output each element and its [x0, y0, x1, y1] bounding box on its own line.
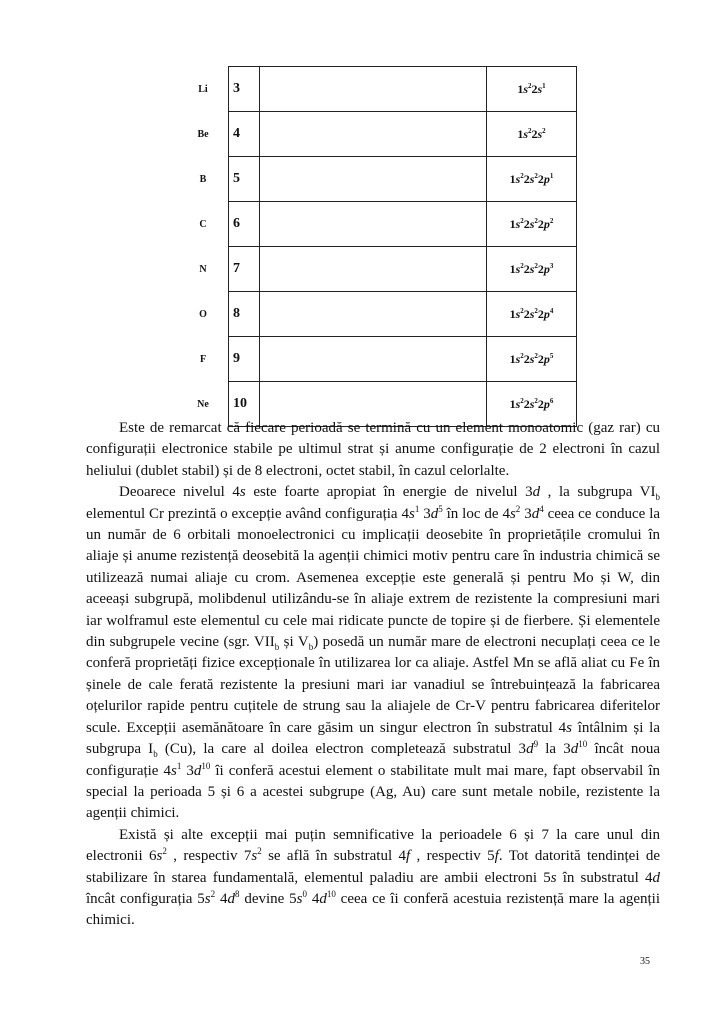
- empty-cell: [260, 337, 487, 382]
- electron-configuration: $1s^22s^22p^6$: [487, 382, 577, 427]
- atomic-number: 5: [229, 157, 260, 202]
- empty-cell: [260, 112, 487, 157]
- element-symbol: N: [178, 247, 229, 292]
- element-symbol: C: [178, 202, 229, 247]
- atomic-number: 8: [229, 292, 260, 337]
- electron-configuration: $1s^22s^22p^2$: [487, 202, 577, 247]
- electron-config-table: [178, 66, 577, 427]
- electron-configuration: $1s^22s^2$: [487, 112, 577, 157]
- paragraph-3: Există și alte excepții mai puțin semnificative la perioadele 6 și 7 la care unul din electronii $6s^2$ , respectiv $7s^2$ se află în substratul 4f , respectiv 5f. Tot datorită tendinței de stabilizare în starea fundamentală, elementul paladiu are ambii electroni 5s în substratul 4d încât configurația $5s^2$ $4d^8$ devine $5s^0$ $4d^{10}$ ceea ce îi conferă acestuia rezistență mare la agenții chimici.: [86, 826, 661, 929]
- table-row: [178, 202, 577, 247]
- empty-cell: [260, 157, 487, 202]
- element-symbol: Ne: [178, 382, 229, 427]
- empty-cell: [260, 292, 487, 337]
- element-symbol: B: [178, 157, 229, 202]
- atomic-number: 6: [229, 202, 260, 247]
- table-row: [178, 112, 577, 157]
- page-number: 35: [640, 956, 650, 967]
- table-row: [178, 247, 577, 292]
- table-row: [178, 67, 577, 112]
- atomic-number: 10: [229, 382, 260, 427]
- electron-configuration: $1s^22s^1$: [487, 67, 577, 112]
- element-symbol: Li: [178, 67, 229, 112]
- electron-configuration: $1s^22s^22p^4$: [487, 292, 577, 337]
- atomic-number: 4: [229, 112, 260, 157]
- electron-configuration: $1s^22s^22p^3$: [487, 247, 577, 292]
- element-symbol: F: [178, 337, 229, 382]
- table-row: [178, 337, 577, 382]
- empty-cell: [260, 67, 487, 112]
- element-symbol: O: [178, 292, 229, 337]
- atomic-number: 7: [229, 247, 260, 292]
- paragraph-1: Este de remarcat că fiecare perioadă se termină cu un element monoatomic (gaz rar) cu configurații electronice stabile pe ultimul strat și anume configurație de 2 electroni în cazul heliului (dublet stabil) și de 8 electroni, octet stabil, în cazul celorlalte.: [86, 420, 660, 479]
- electron-configuration: $1s^22s^22p^1$: [487, 157, 577, 202]
- empty-cell: [260, 247, 487, 292]
- empty-cell: [260, 202, 487, 247]
- table-row: [178, 292, 577, 337]
- table-row: [178, 157, 577, 202]
- body-text: [86, 418, 660, 932]
- electron-configuration: $1s^22s^22p^5$: [487, 337, 577, 382]
- atomic-number: 3: [229, 67, 260, 112]
- atomic-number: 9: [229, 337, 260, 382]
- element-symbol: Be: [178, 112, 229, 157]
- paragraph-2: Deoarece nivelul 4s este foarte apropiat în energie de nivelul 3d , la subgrupa $VI_b$ elementul Cr prezintă o excepție având configurația $4s^1$ $3d^5$ în loc de $4s^2$ $3d^4$ ceea ce conduce la un număr de 6 orbitali monoelectronici cu implicații deosebite în proprietățile cromului în aliaje și anume rezistență deosebită la agenții chimici motiv pentru care în industria chimică se utilizează numai aliaje cu crom. Asemenea excepție este generală și pentru Mo și W, din aceeași subgrupă, molibdenul utilizându-se în aliaje extrem de rezistente la compresiuni mari iar wolframul este elementul cu cele mai ridicate puncte de topire și de fierbere. Și elementele din subgrupele vecine (sgr. $VII_b$ și $V_b$) posedă un număr mare de electroni necuplați ceea ce le conferă proprietăți fizice excepționale în utilizarea lor ca aliaje. Astfel Mn se află aliat cu Fe în șinele de cale ferată rezistente la presiuni mari iar vanadiul se întrebuințează la fabricarea oțelurilor rapide pentru cuțitele de strung sau la aliajele de Cr-V pentru fabricarea diferitelor scule. Excepții asemănătoare în care găsim un singur electron în substratul 4s întâlnim și la subgrupa $I_b$ (Cu), la care al doilea electron completează substratul $3d^9$ la $3d^{10}$ încât noua configurație $4s^1$ $3d^{10}$ îi conferă acestui element o stabilitate mult mai mare, fapt observabil în special la perioada 5 și 6 a acestei subgrupe (Ag, Au) care sunt metale nobile, rezistente la agenții chimici.: [86, 484, 661, 822]
